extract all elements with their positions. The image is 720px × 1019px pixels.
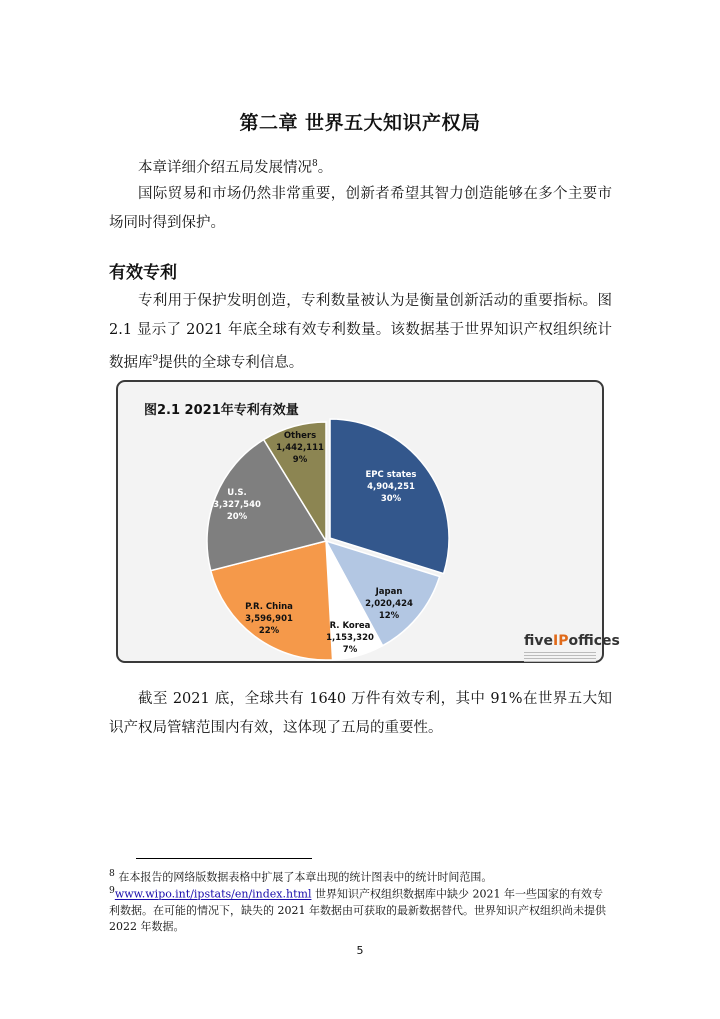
- intro-text-1-end: 。: [317, 159, 333, 176]
- footnote-9-link[interactable]: www.wipo.int/ipstats/en/index.html: [114, 887, 312, 901]
- page-title: 第二章 世界五大知识产权局: [239, 112, 481, 134]
- footnote-8-number: 8: [109, 868, 115, 879]
- page-number: 5: [356, 944, 364, 957]
- footnote-rule: [136, 858, 312, 859]
- slice-label-epc-states: EPC states 4,904,251 30%: [365, 470, 417, 504]
- footnote-8-text: 在本报告的网络版数据表格中扩展了本章出现的统计图表中的统计时间范围。: [114, 870, 493, 884]
- slice-label-others: Others 1,442,111 9%: [276, 431, 324, 465]
- body-paragraph-2: 截至 2021 底，全球共有 1640 万件有效专利，其中 91%在世界五大知识产权局管辖范围内有效，这体现了五局的重要性。: [109, 691, 612, 736]
- body-text-1a: 专利用于保护发明创造，专利数量被认为是衡量创新活动的重要指标。图2.1 显示了 2021 年底全球有效专利数量。该数据基于世界知识产权组织统计数据库: [109, 293, 612, 371]
- chart-title: 图2.1 2021年专利有效量: [144, 403, 299, 418]
- footnote-9: [109, 883, 612, 935]
- slice-label-r-korea: R. Korea 1,153,320 7%: [326, 621, 374, 655]
- logo-tagline-lines: [524, 650, 596, 662]
- slice-label-p-r-china: P.R. China 3,596,901 22%: [245, 602, 293, 636]
- section-heading: 有效专利: [109, 263, 177, 283]
- slice-label-u-s-: U.S. 3,327,540 20%: [213, 488, 261, 522]
- intro-text-1: 本章详细介绍五局发展情况: [138, 159, 312, 176]
- intro-paragraph-2: 国际贸易和市场仍然非常重要，创新者希望其智力创造能够在多个主要市场同时得到保护。: [109, 186, 612, 231]
- footnote-ref-8[interactable]: 8: [312, 159, 318, 169]
- slice-label-japan: Japan 2,020,424 12%: [365, 587, 413, 621]
- footnote-9-number: 9: [109, 885, 115, 896]
- logo-ip: IP: [553, 633, 569, 649]
- logo-five: five: [524, 633, 553, 649]
- body-text-1b: 提供的全球专利信息。: [158, 354, 304, 371]
- fiveipoffices-logo: [524, 633, 620, 649]
- footnote-9-text: 世界知识产权组织数据库中缺少 2021 年一些国家的有效专利数据。在可能的情况下，缺失的 2021 年数据由可获取的最新数据替代。世界知识产权组织尚未提供 2022 年数据。: [109, 887, 606, 933]
- footnote-ref-9[interactable]: 9: [152, 354, 159, 364]
- logo-offices: offices: [568, 633, 620, 649]
